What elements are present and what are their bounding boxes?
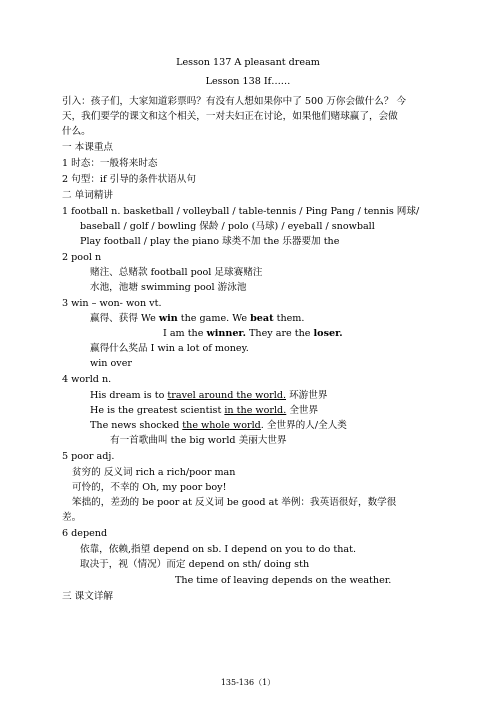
section-heading-text-explanation: 三 课文详解 — [62, 591, 114, 602]
word-6-heading: 6 depend — [62, 528, 108, 539]
word-6-example: The time of leaving depends on the weather. — [175, 575, 392, 586]
word-5-meaning-b: 可怜的，不幸的 Oh, my poor boy! — [72, 482, 227, 493]
word-5-meaning-c: 笨拙的，差劲的 be poor at 反义词 be good at 举例：我英语很好，数学很 — [72, 497, 397, 508]
word-1-line-3: Play football / play the piano 球类不加 the 乐器要加 the — [80, 236, 340, 247]
word-3-example-b: I am the winner. They are the loser. — [163, 328, 343, 339]
intro-line-3: 什么。 — [62, 126, 91, 137]
lesson-title-138: Lesson 138 If…… — [205, 76, 291, 87]
word-2-meaning-b: 水池，池塘 swimming pool 游泳池 — [90, 282, 247, 293]
intro-line-2: 天，我们要学的课文和这个相关，一对夫妇正在讨论，如果他们赌球赢了，会做 — [62, 111, 398, 122]
word-2-heading: 2 pool n — [62, 252, 102, 263]
word-3-phrase: win over — [90, 358, 132, 369]
word-6-meaning-a: 依靠，依赖,指望 depend on sb. I depend on you to do that. — [80, 544, 357, 555]
word-4-example-d: 有一首歌曲叫 the big world 美丽大世界 — [110, 435, 287, 446]
word-4-example-a: His dream is to travel around the world. 环游世界 — [90, 390, 328, 401]
word-4-heading: 4 world n. — [62, 374, 112, 385]
word-6-meaning-b: 取决于，视（情况）而定 depend on sth/ doing sth — [80, 559, 310, 570]
word-3-example-c: 赢得什么奖品 I win a lot of money. — [90, 343, 249, 354]
word-1-line-2: baseball / golf / bowling 保龄 / polo (马球) / eyeball / snowball — [80, 221, 375, 232]
word-5-heading: 5 poor adj. — [62, 451, 115, 462]
word-3-heading: 3 win – won- won vt. — [62, 298, 162, 309]
section-heading-key-points: 一 本课重点 — [62, 142, 114, 153]
intro-line-1: 引入：孩子们，大家知道彩票吗？有没有人想如果你中了 500 万你会做什么？ 今 — [62, 96, 407, 107]
lesson-title-137: Lesson 137 A pleasant dream — [176, 57, 320, 68]
word-4-example-b: He is the greatest scientist in the world. 全世界 — [90, 405, 319, 416]
page-footer: 135-136（1） — [220, 678, 276, 687]
section-heading-vocabulary: 二 单词精讲 — [62, 190, 114, 201]
word-2-meaning-a: 赌注、总赌款 football pool 足球赛赌注 — [90, 267, 263, 278]
key-point-sentence: 2 句型：if 引导的条件状语从句 — [62, 174, 196, 185]
word-5-meaning-c-cont: 差。 — [62, 512, 82, 523]
key-point-tense: 1 时态：一般将来时态 — [62, 158, 158, 169]
word-3-example-a: 赢得、获得 We win the game. We beat them. — [90, 313, 305, 324]
word-1-line-1: 1 football n. basketball / volleyball / table-tennis / Ping Pang / tennis 网球/ — [62, 206, 420, 217]
word-4-example-c: The news shocked the whole world. 全世界的人/全人类 — [90, 420, 347, 431]
word-5-meaning-a: 贫穷的 反义词 rich a rich/poor man — [72, 467, 236, 478]
